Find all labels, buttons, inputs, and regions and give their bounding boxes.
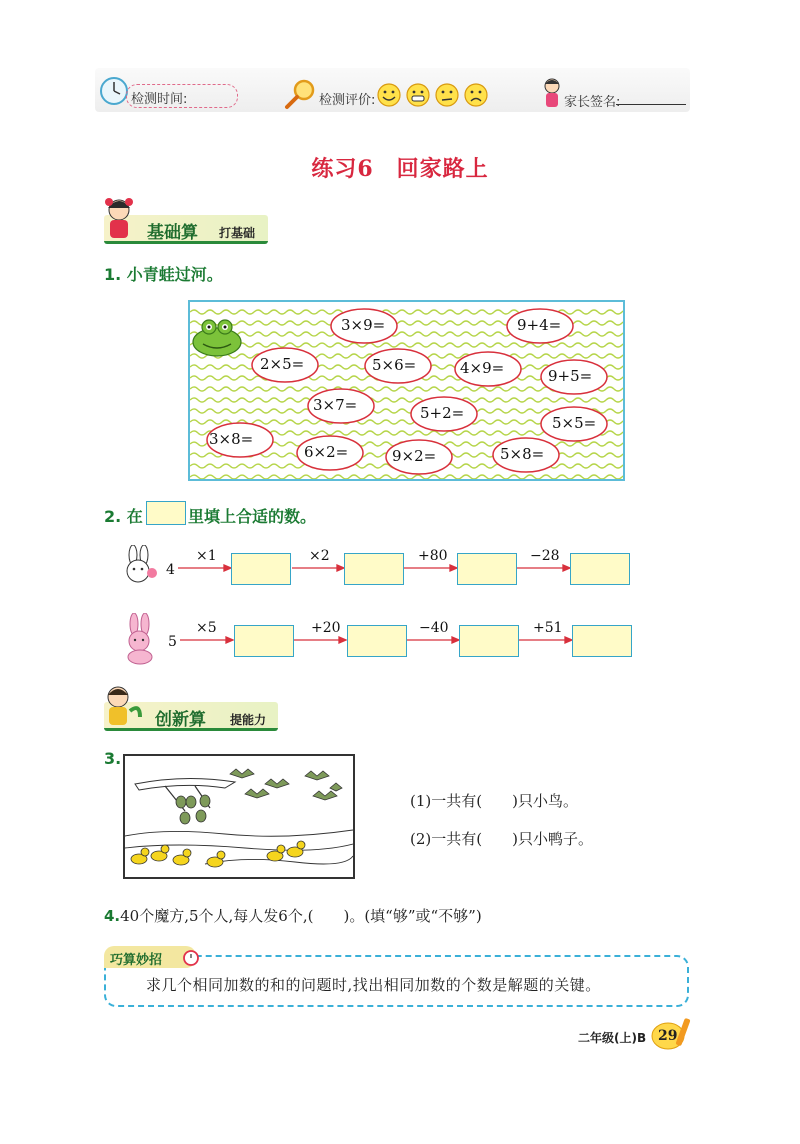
sad-face-icon[interactable]	[465, 84, 487, 106]
equation-12: 5×8=	[500, 445, 545, 463]
row1-start-number: 4	[166, 562, 175, 578]
birds-ducks-illustration	[123, 754, 355, 879]
row2-op-1: +20	[311, 620, 341, 636]
q4-line	[104, 905, 482, 926]
row2-answer-box-2[interactable]	[459, 625, 519, 657]
row2-answer-box-0[interactable]	[234, 625, 294, 657]
q2-text-after: 里填上合适的数。	[188, 507, 317, 526]
q2-heading	[104, 504, 143, 527]
equation-3: 5×6=	[372, 356, 417, 374]
rating-faces	[376, 82, 492, 108]
equation-0: 3×9=	[341, 316, 386, 334]
q4-number: 4.	[104, 907, 121, 925]
q3-part1: (1)一共有( )只小鸟。	[410, 792, 578, 810]
row1-op-1: ×2	[309, 548, 330, 564]
row2-answer-box-3[interactable]	[572, 625, 632, 657]
sign-label: 家长签名:	[564, 95, 621, 110]
row2-op-3: +51	[533, 620, 563, 636]
row1-answer-box-3[interactable]	[570, 553, 630, 585]
row1-op-2: +80	[418, 548, 448, 564]
pink-rabbit-icon	[120, 613, 160, 665]
row1-answer-box-2[interactable]	[457, 553, 517, 585]
row2-op-0: ×5	[196, 620, 217, 636]
q2-text-before: 在	[126, 507, 143, 526]
equation-7: 5+2=	[420, 404, 465, 422]
q3-number: 3.	[104, 749, 122, 768]
row1-answer-box-1[interactable]	[344, 553, 404, 585]
footer-grade: 二年级(上)B	[578, 1031, 647, 1045]
alarm-clock-icon	[182, 948, 200, 966]
worried-face-icon[interactable]	[436, 84, 458, 106]
section-innovate-title: 创新算	[155, 710, 206, 730]
equation-2: 2×5=	[260, 355, 305, 373]
tip-text: 求几个相同加数的和的问题时,找出相同加数的个数是解题的关键。	[146, 976, 601, 994]
q1-heading	[104, 262, 223, 285]
magnifier-icon	[282, 78, 318, 110]
white-rabbit-icon	[118, 545, 160, 591]
equation-9: 3×8=	[209, 430, 254, 448]
row2-op-2: −40	[419, 620, 449, 636]
q1-number: 1.	[104, 265, 122, 284]
row1-op-3: −28	[530, 548, 560, 564]
q4-text: 40个魔方,5个人,每人发6个,( )。(填“够”或“不够”)	[120, 907, 482, 925]
equation-8: 5×5=	[552, 414, 597, 432]
equation-11: 9×2=	[392, 447, 437, 465]
birds-ducks-drawing	[125, 756, 353, 877]
q1-text: 小青蛙过河。	[126, 265, 223, 284]
time-label: 检测时间:	[131, 92, 188, 107]
row1-op-0: ×1	[196, 548, 217, 564]
happy-face-icon[interactable]	[378, 84, 400, 106]
q3-part2: (2)一共有( )只小鸭子。	[410, 830, 593, 848]
eval-label: 检测评价:	[319, 93, 376, 108]
equation-5: 9+5=	[548, 367, 593, 385]
equation-10: 6×2=	[304, 443, 349, 461]
girl-mascot-icon	[101, 196, 137, 242]
page-number: 29	[658, 1028, 678, 1044]
q2-number: 2.	[104, 507, 122, 526]
grin-face-icon[interactable]	[407, 84, 429, 106]
clock-icon	[99, 76, 129, 106]
section-basic-title: 基础算	[147, 223, 198, 243]
row2-answer-box-1[interactable]	[347, 625, 407, 657]
tip-title: 巧算妙招	[110, 953, 163, 968]
section-basic-subtitle: 打基础	[219, 226, 256, 240]
sample-box	[146, 501, 186, 525]
boy-mascot-icon	[100, 683, 146, 729]
sign-field[interactable]	[616, 104, 686, 105]
row2-start-number: 5	[168, 634, 177, 650]
page-title: 练习6 回家路上	[311, 156, 489, 182]
equation-6: 3×7=	[313, 396, 358, 414]
parent-girl-icon	[540, 76, 564, 110]
equation-1: 9+4=	[517, 316, 562, 334]
equation-4: 4×9=	[460, 359, 505, 377]
row1-answer-box-0[interactable]	[231, 553, 291, 585]
section-innovate-subtitle: 提能力	[230, 713, 267, 727]
